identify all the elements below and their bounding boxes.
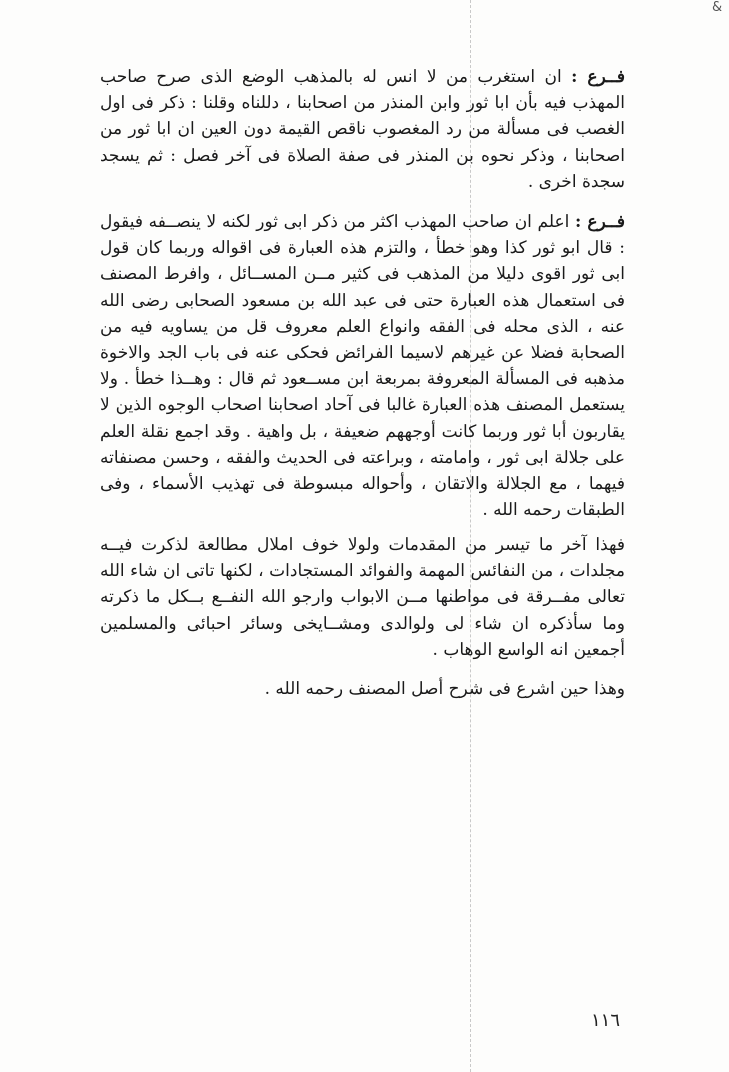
paragraph-text: وهذا حين اشرع فى شرح أصل المصنف رحمه الله . (264, 679, 625, 699)
paragraph-4 (100, 676, 625, 702)
paragraph-text: فهذا آخر ما تيسر من المقدمات ولولا خوف املال مطالعة لذكرت فيــه مجلدات ، من النفائس المهمة والفوائد المستجادات ، لكنها تاتى ان شاء الله تعالى مفــرقة فى مواطنها مــن الابواب وارجو الله النفــع بــكل ما ذكرته وما سأذكره ان شاء لى ولوالدى ومشــايخى وسائر احبائى والمسلمين أجمعين انه الواسع الوهاب . (100, 535, 625, 660)
section-lead: فــرع : (574, 212, 625, 232)
paragraph-1 (100, 64, 625, 195)
paragraph-2 (100, 209, 625, 523)
paragraph-text: ان استغرب من لا انس له بالمذهب الوضع الذى صرح صاحب المهذب فيه بأن ابا ثور وابن المنذر من اصحابنا ، دللناه وقلنا : ذكر فى اول الغصب فى مسألة من رد المغصوب ناقص القيمة دون العين ان ابا ثور من اصحابنا ، وذكر نحوه بن المنذر فى صفة الصلاة فى آخر فصل : ثم يسجد سجدة اخرى . (100, 67, 625, 192)
paragraph-text: اعلم ان صاحب المهذب اكثر من ذكر ابى ثور لكنه لا ينصــفه فيقول : قال ابو ثور كذا وهو خطأ ، والتزم هذه العبارة فى اقواله وربما كان قول ابى ثور اقوى دليلا من المذهب فى كثير مــن المســائل ، وافرط المصنف فى استعمال هذه العبارة حتى فى عبد الله بن مسعود الصحابى رضى الله عنه ، الذى محله فى الفقه وانواع العلم معروف قل من يساويه فيه من الصحابة فضلا عن غيرهم لاسيما الفرائض فحكى عنه فى باب الجد والاخوة مذهبه فى المسألة المعروفة بمربعة ابن مســعود ثم قال : وهــذا خطأ . ولا يستعمل المصنف هذه العبارة غالبا فى آحاد اصحابنا اصحاب الوجوه الذين لا يقاربون أبا ثور وربما كانت أوجههم ضعيفة ، بل واهية . وقد اجمع نقلة العلم على جلالة ابى ثور ، وامامته ، وبراعته فى الحديث والفقه ، وحسن مصنفاته فيهما ، مع الجلالة والاتقان ، وأحواله مبسوطة فى تهذيب الأسماء ، وفى الطبقات رحمه الله . (100, 212, 625, 521)
page-number: ١١٦ (590, 1010, 620, 1031)
corner-mark: & (712, 0, 723, 15)
paragraph-3 (100, 532, 625, 663)
section-lead: فــرع : (571, 67, 625, 87)
